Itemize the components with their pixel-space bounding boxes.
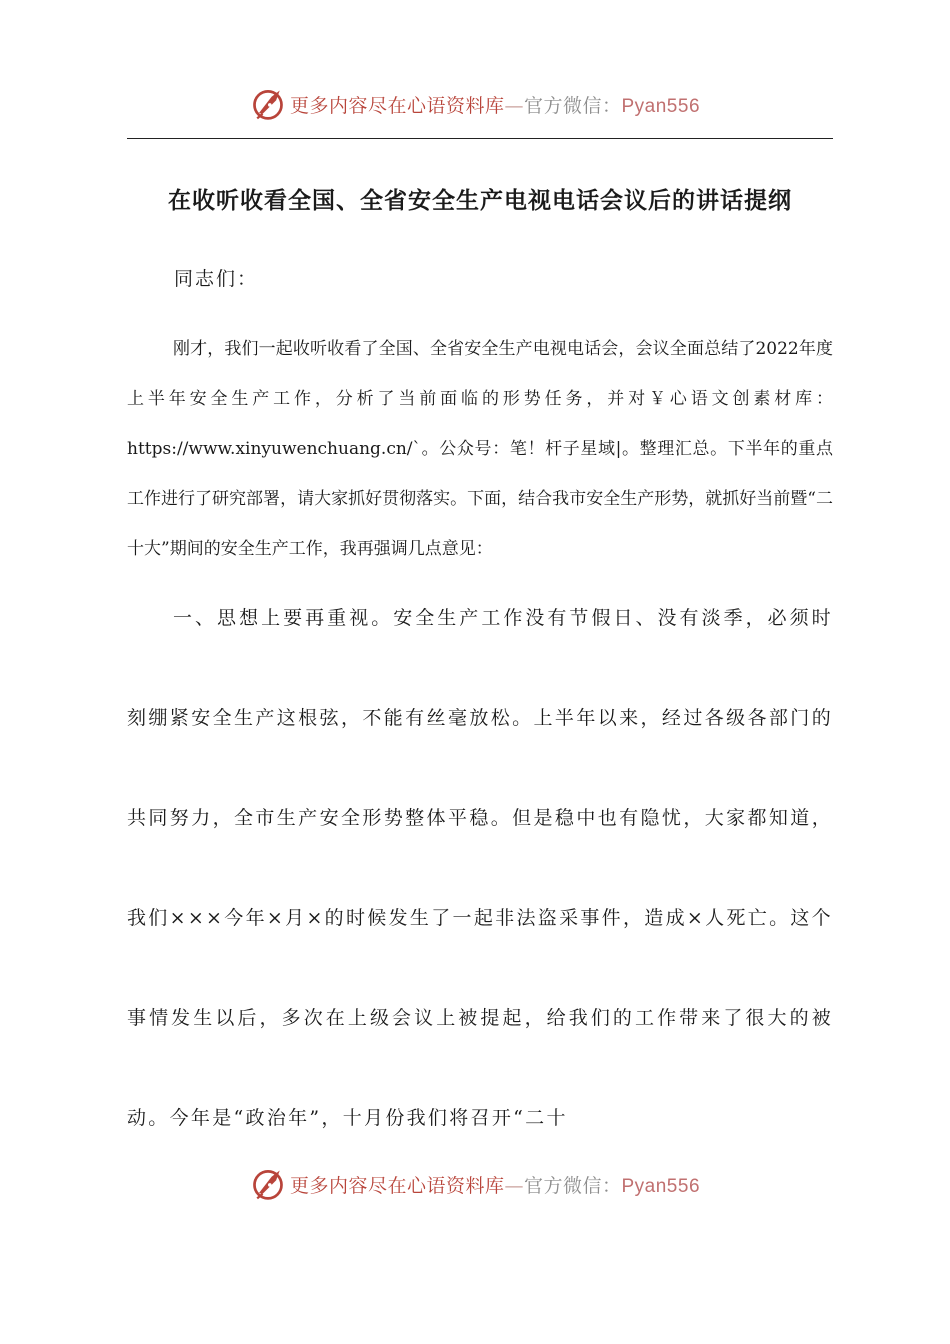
- header-divider: [127, 138, 833, 139]
- banner-text: [290, 1171, 700, 1198]
- paragraph-intro: 刚才，我们一起收听收看了全国、全省安全生产电视电话会，会议全面总结了2022年度上半年安全生产工作，分析了当前面临的形势任务，并对￥心语文创素材库：https://www.xinyuwenchuang.cn/`。公众号：笔！杆子星域|。整理汇总。下半年的重点工作进行了研究部署，请大家抓好贯彻落实。下面，结合我市安全生产形势，就抓好当前暨“二十大”期间的安全生产工作，我再强调几点意见：: [127, 339, 833, 559]
- paragraph-point-one: 一、思想上要再重视。安全生产工作没有节假日、没有淡季，必须时刻绷紧安全生产这根弦，不能有丝毫放松。上半年以来，经过各级各部门的共同努力，全市生产安全形势整体平稳。但是稳中也有隐忧，大家都知道，我们×××今年×月×的时候发生了一起非法盗采事件，造成×人死亡。这个事情发生以后，多次在上级会议上被提起，给我们的工作带来了很大的被动。今年是“政治年”，十月份我们将召开“二十: [127, 607, 833, 1129]
- banner-site-name: 更多内容尽在心语资料库: [289, 94, 505, 117]
- banner-dash: —: [504, 1174, 524, 1197]
- banner-site-name: 更多内容尽在心语资料库: [289, 1174, 505, 1197]
- salutation: 同志们：: [174, 268, 259, 290]
- header-banner: [0, 82, 950, 126]
- footer-banner: [0, 1162, 950, 1206]
- banner-wechat-label: 官方微信：: [523, 94, 622, 117]
- quill-pen-logo-icon: [250, 86, 286, 122]
- banner-dash: —: [504, 94, 524, 117]
- banner-wechat-label: 官方微信：: [523, 1174, 622, 1197]
- banner-text: [290, 91, 700, 118]
- banner-wechat-id: Pyan556: [621, 95, 701, 117]
- document-title: 在收听收看全国、全省安全生产电视电话会议后的讲话提纲: [168, 188, 792, 214]
- banner-wechat-id: Pyan556: [621, 1175, 701, 1197]
- quill-pen-logo-icon: [250, 1166, 286, 1202]
